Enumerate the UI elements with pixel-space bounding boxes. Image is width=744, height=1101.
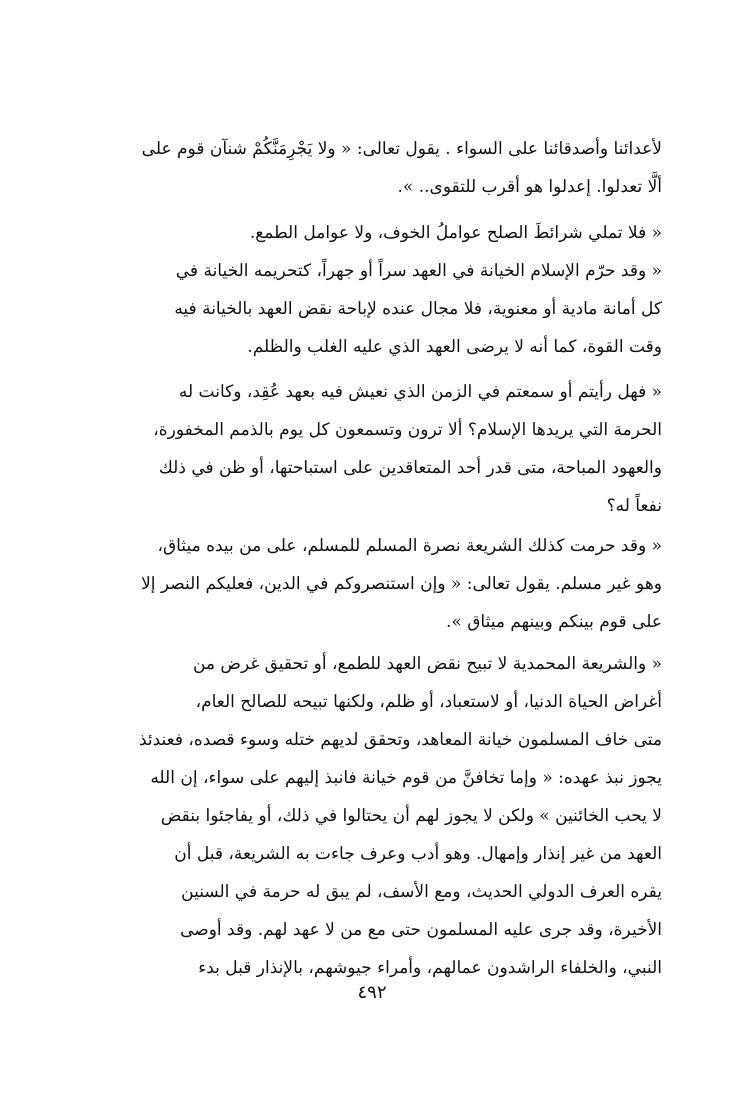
text-line: « فلا تملي شرائطَ الصلح عواملُ الخوف، ولا عوامل الطمع. (249, 223, 662, 243)
text-line: على قوم بينكم وبينهم ميثاق ». (446, 612, 662, 632)
paragraph (80, 645, 662, 987)
paragraph (80, 373, 662, 525)
text-line: كل أمانة مادية أو معنوية، فلا مجال عنده لإباحة نقض العهد بالخيانة فيه (174, 299, 662, 319)
text-line: لا يحب الخائنين » ولكن لا يجوز لهم أن يحتالوا في ذلك، أو يفاجئوا بنقض (160, 806, 662, 826)
paragraph (80, 130, 662, 206)
text-line: نفعاً له؟ (606, 496, 662, 516)
text-line: يجوز نبذ عهده: « وإما تخافنَّ من قوم خيانة فانبذ إليهم على سواء، إن الله (150, 768, 662, 788)
paragraph (80, 214, 662, 366)
text-line: الأخيرة، وقد جرى عليه المسلمون حتى مع من لا عهد لهم. وقد أوصى (180, 920, 662, 940)
text-line: متى خاف المسلمون خيانة المعاهد، وتحقق لديهم ختله وسوء قصده، فعندئذ (138, 730, 662, 750)
paragraph (80, 527, 662, 641)
text-line: « والشريعة المحمدية لا تبيح نقض العهد للطمع، أو تحقيق غرض من (192, 654, 662, 674)
text-line: « وقد حرمت كذلك الشريعة نصرة المسلم للمسلم، على من بيده ميثاق، (157, 536, 662, 556)
text-line: « وقد حرّم الإسلام الخيانة في العهد سراً أو جهراً، كتحريمه الخيانة في (175, 261, 662, 281)
text-line: لأعدائنا وأصدقائنا على السواء . يقول تعالى: « ولا يَجْرِمَنَّكُمْ شنآن قوم على (141, 139, 662, 159)
text-line: العهد من غير إنذار وإمهال. وهو أدب وعرف جاءت به الشريعة، قبل أن (174, 844, 662, 864)
text-line: وهو غير مسلم. يقول تعالى: « وإن استنصروكم في الدين، فعليكم النصر إلا (141, 574, 662, 594)
text-line: وقت القوة، كما أنه لا يرضى العهد الذي عليه الغلب والظلم. (247, 337, 662, 357)
text-line: الحرمة التي يريدها الإسلام؟ ألا ترون وتسمعون كل يوم بالذمم المخفورة، (153, 420, 662, 440)
text-line: أغراض الحياة الدنيا، أو لاستعباد، أو ظلم، ولكنها تبيحه للصالح العام، (195, 692, 662, 712)
text-line: يقره العرف الدولي الحديث، ومع الأسف، لم يبق له حرمة في السنين (181, 882, 662, 902)
text-line: « فهل رأيتم أو سمعتم في الزمن الذي نعيش فيه بعهد عُقِد، وكانت له (178, 382, 662, 402)
text-line: والعهود المباحة، متى قدر أحد المتعاقدين على استباحتها، أو ظن في ذلك (158, 458, 662, 478)
text-line: ألَّا تعدلوا. إعدلوا هو أقرب للتقوى.. ». (397, 177, 662, 197)
page-number: ٤٩٢ (357, 982, 387, 1003)
text-line: النبي، والخلفاء الراشدون عمالهم، وأمراء جيوشهم، بالإنذار قبل بدء (198, 958, 662, 978)
